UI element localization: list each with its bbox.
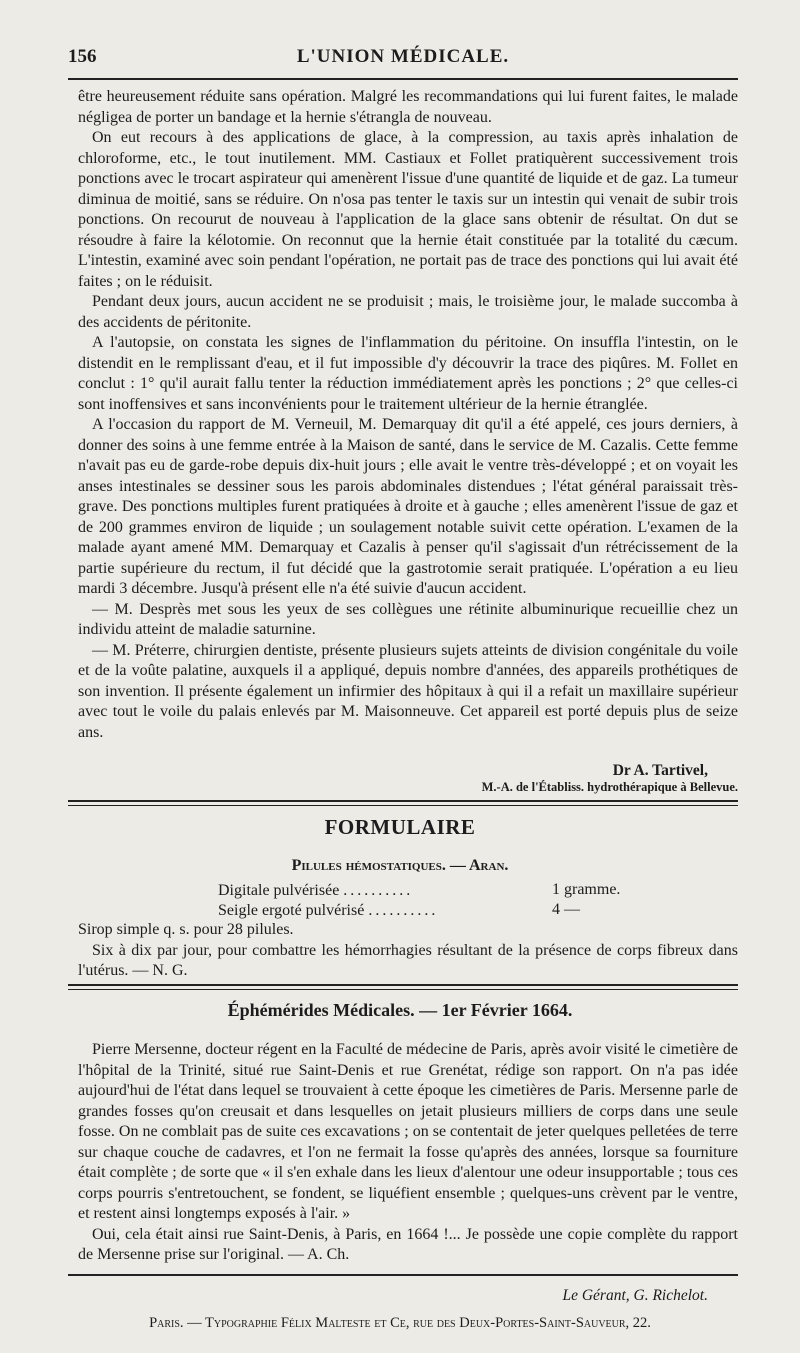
footer-rule — [68, 1274, 738, 1276]
ingredient-name: Digitale pulvérisée — [218, 882, 340, 899]
ephemerides-paragraph: Pierre Mersenne, docteur régent en la Faculté de médecine de Paris, après avoir visité le cimetière de l'hôpital de la Trinité, situé rue Saint-Denis et rue Grenétat, rédige son rapport. On n'a pas idée aujourd'hui de l'état dans lequel se trouvaient à cette époque les cimetières de Paris. Mersenne parle de grandes fosses qu'on creusait et dans lesquelles on jetait plusieurs milliers de corps dans une seule fosse. On ne comblait pas de suite ces excavations ; on se contentait de jeter quelques pelletées de terre sur chaque couche de cadavres, et l'on ne fermait la fosse qu'après des années, lorsque sa fourniture était complète ; de sorte que « il s'en exhale dans les lieux d'alentour une odeur insupportable ; tous ces corps pourris s'entretouchent, se fondent, se liquéfient ensemble ; quelques-uns crèvent par le ventre, et restent ainsi longtemps exposés à l'air. » — [78, 1041, 738, 1222]
header-rule — [68, 78, 738, 80]
section-rule-thin — [68, 805, 738, 806]
ingredient-quantity: 4 — — [552, 901, 580, 918]
page-header — [68, 40, 738, 74]
article-paragraph: être heureusement réduite sans opération. Malgré les recommandations qui lui furent faites, le malade négligea de porter un bandage et la hernie s'étrangla de nouveau. — [78, 88, 738, 126]
author-title: M.-A. de l'Établiss. hydrothérapique à Bellevue. — [481, 780, 738, 794]
section-rule — [68, 984, 738, 986]
ephemerides-body — [78, 1040, 738, 1266]
recipe-item — [218, 901, 508, 921]
formulaire-title: FORMULAIRE — [324, 815, 476, 839]
instructions: Six à dix par jour, pour combattre les hémorrhagies résultant de la présence de corps fibreux dans l'utérus. — N. G. — [78, 941, 738, 979]
leader-dots: .......... — [343, 882, 414, 899]
article-body — [78, 87, 738, 743]
syrup-line: Sirop simple q. s. pour 28 pilules. — [78, 921, 294, 938]
printer-imprint: Paris. — Typographie Félix Malteste et Ce, rue des Deux-Portes-Saint-Sauveur, 22. — [149, 1315, 651, 1331]
formulaire-body — [78, 920, 738, 982]
leader-dots: .......... — [368, 902, 439, 919]
section-rule — [68, 800, 738, 802]
article-paragraph: — M. Préterre, chirurgien dentiste, présente plusieurs sujets atteints de division congénitale du voile et de la voûte palatine, auxquels il a appliqué, depuis nombre d'années, des appareils prothétiques de son invention. Il présente également un infirmier des hôpitaux à qui il a refait un maxillaire supérieur avec tout le voile du palais enlevés par M. Maisonneuve. Cet appareil est porté depuis plus de seize ans. — [78, 641, 738, 741]
article-paragraph: — M. Desprès met sous les yeux de ses collègues une rétinite albuminurique recueillie chez un individu atteint de maladie saturnine. — [78, 600, 738, 638]
article-paragraph: A l'occasion du rapport de M. Verneuil, M. Demarquay dit qu'il a été appelé, ces jours derniers, à donner des soins à une femme entrée à la Maison de santé, dans le service de M. Cazalis. Cette femme n'avait pas eu de garde-robe depuis dix-huit jours ; elle avait le ventre très-développé ; et on voyait les anses intestinales se dessiner sous les parois abdominales distendues ; l'état général paraissait très-grave. Des ponctions multiples furent pratiquées à droite et à gauche ; elles amenèrent l'issue de gaz et de 200 grammes environ de liquide ; un soulagement notable suivit cette opération. L'examen de la malade ayant amené MM. Demarquay et Cazalis à penser qu'il s'agissait d'un rétrécissement de la partie supérieure du rectum, il fut décidé que la gastrotomie serait pratiquée. L'opération a eu lieu mardi 3 décembre. Jusqu'à présent elle n'a été suivie d'aucun accident. — [78, 416, 738, 597]
running-head: L'UNION MÉDICALE. — [296, 46, 510, 67]
page-number: 156 — [68, 46, 97, 67]
article-paragraph: A l'autopsie, on constata les signes de l'inflammation du péritoine. On insuffla l'intestin, on le distendit en le remplissant d'eau, et il fut impossible d'y découvrir la trace des piqûres. M. Follet en conclut : 1° qu'il aurait fallu tenter la réduction immédiatement après les ponctions ; 2° que celles-ci sont inoffensives et sans inconvénients pour le traitement ultérieur de la hernie étranglée. — [78, 334, 738, 413]
section-rule-thin — [68, 989, 738, 990]
recipe-list — [218, 881, 508, 921]
ingredient-name: Seigle ergoté pulvérisé — [218, 902, 365, 919]
gerant-signature: Le Gérant, G. Richelot. — [562, 1287, 708, 1304]
ephemerides-title: Éphémérides Médicales. — 1er Février 1664. — [227, 1000, 573, 1020]
article-paragraph: On eut recours à des applications de glace, à la compression, au taxis après inhalation de chloroforme, etc., le tout inutilement. MM. Castiaux et Follet pratiquèrent successivement trois ponctions avec le trocart aspirateur qui amenèrent l'issue d'une quantité de liquide et de gaz. La tumeur diminua de moitié, sans se réduire. On n'osa pas tenter le taxis sur un intestin qui venait de subir trois ponctions. On recourut de nouveau à l'application de la glace sans obtenir de résultat. On dut se résoudre à faire la kélotomie. On reconnut que la hernie était constituée par la totalité du cæcum. L'intestin, examiné avec soin pendant l'opération, ne portait pas de trace des ponctions qui lui avait été faites ; on le réduisit. — [78, 129, 738, 290]
author-signature: Dr A. Tartivel, — [612, 762, 708, 779]
ephemerides-paragraph: Oui, cela était ainsi rue Saint-Denis, à Paris, en 1664 !... Je possède une copie complète du rapport de Mersenne prise sur l'original. — A. Ch. — [78, 1225, 738, 1263]
recipe-item — [218, 881, 508, 901]
formulaire-subtitle: Pilules hémostatiques. — Aran. — [291, 857, 509, 874]
ingredient-quantity: 1 gramme. — [552, 881, 621, 898]
article-paragraph: Pendant deux jours, aucun accident ne se produisit ; mais, le troisième jour, le malade succomba à des accidents de péritonite. — [78, 293, 738, 331]
